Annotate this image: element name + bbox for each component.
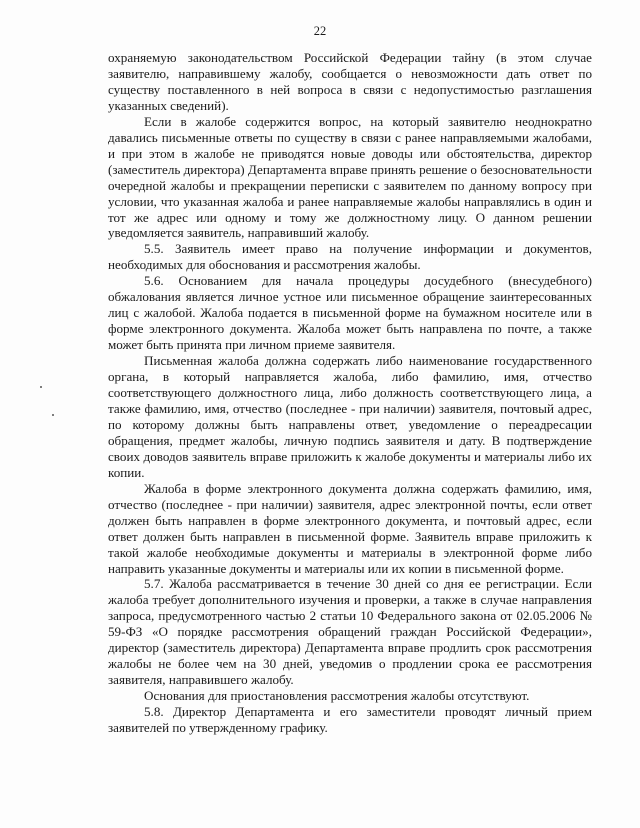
paragraph-written-complaint: Письменная жалоба должна содержать либо наименование государственного органа, в который направляется жалоба, либо фамилию, имя, отчество соответствующего должностного лица, либо должность соответствующего лица, а также фамилию, имя, отчество (последнее - при наличии) заявителя, почтовый адрес, по которому должны быть направлены ответ, уведомление о переадресации обращения, предмет жалобы, личную подпись заявителя и дату. В подтверждение своих доводов заявитель вправе приложить к жалобе документы и материалы либо их копии. xyxy=(108,353,592,480)
paragraph-electronic-complaint: Жалоба в форме электронного документа должна содержать фамилию, имя, отчество (последнее - при наличии) заявителя, адрес электронной почты, если ответ должен быть направлен в форме электронного документа, и почтовый адрес, если ответ должен быть направлен в письменной форме. Заявитель вправе приложить к такой жалобе необходимые документы и материалы в электронной форме либо направить указанные документы и материалы или их копии в письменной форме. xyxy=(108,480,592,576)
paragraph-5-8: 5.8. Директор Департамента и его заместители проводят личный прием заявителей по утвержденному графику. xyxy=(108,704,592,736)
paragraph-no-suspension: Основания для приостановления рассмотрения жалобы отсутствуют. xyxy=(144,688,530,704)
document-body xyxy=(108,50,592,736)
paragraph-5-6: 5.6. Основанием для начала процедуры досудебного (внесудебного) обжалования является личное устное или письменное обращение заинтересованных лиц с жалобой. Жалоба подается в письменной форме на бумажном носителе или в форме электронного документа. Жалоба может быть направлена по почте, а также может быть принята при личном приеме заявителя. xyxy=(108,273,592,353)
page-number: 22 xyxy=(313,24,327,38)
paragraph-continuation: охраняемую законодательством Российской Федерации тайну (в этом случае заявителю, направившему жалобу, сообщается о невозможности дать ответ по существу поставленного в ней вопроса в связи с недопустимостью разглашения указанных сведений). xyxy=(108,50,592,113)
paragraph-5-7: 5.7. Жалоба рассматривается в течение 30 дней со дня ее регистрации. Если жалоба требует дополнительного изучения и проверки, а также в случае направления запроса, предусмотренного частью 2 статьи 10 Федерального закона от 02.05.2006 № 59-ФЗ «О порядке рассмотрения обращений граждан Российской Федерации», директор (заместитель директора) Департамента вправе продлить срок рассмотрения жалобы не более чем на 30 дней, уведомив о продлении срока ее рассмотрения заявителя, направившего жалобу. xyxy=(108,576,592,688)
scan-artifact-dot xyxy=(40,386,42,388)
scan-artifact-dot xyxy=(52,414,54,416)
paragraph-repeated-complaint: Если в жалобе содержится вопрос, на который заявителю неоднократно давались письменные ответы по существу в связи с ранее направляемыми жалобами, и при этом в жалобе не приводятся новые доводы или обстоятельства, директор (заместитель директора) Департамента вправе принять решение о безосновательности очередной жалобы и прекращении переписки с заявителем по данному вопросу при условии, что указанная жалоба и ранее направляемые жалобы направлялись в один и тот же адрес или одному и тому же должностному лицу. О данном решении уведомляется заявитель, направивший жалобу. xyxy=(108,113,592,241)
paragraph-5-5: 5.5. Заявитель имеет право на получение информации и документов, необходимых для обоснования и рассмотрения жалобы. xyxy=(108,241,592,273)
